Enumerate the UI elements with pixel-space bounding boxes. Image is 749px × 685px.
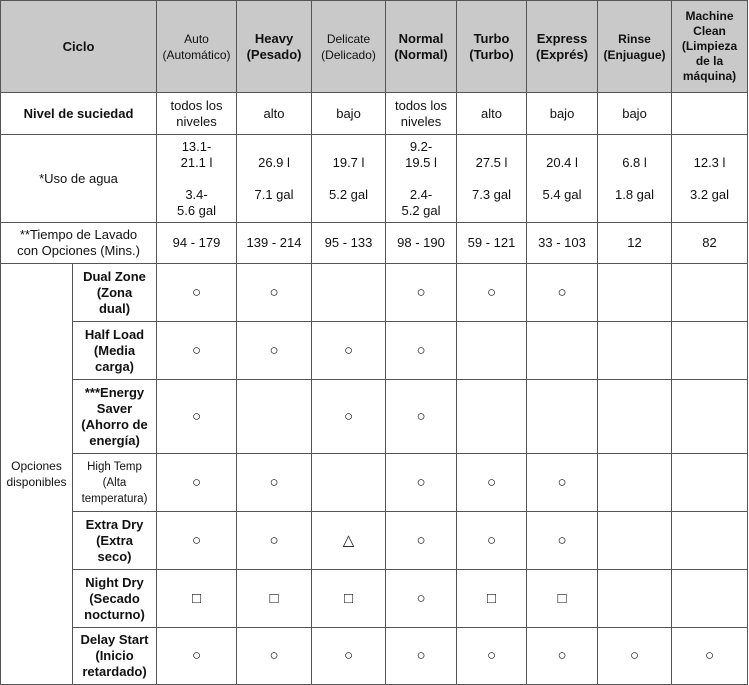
soil-row [1, 93, 748, 135]
option-mark [457, 322, 527, 380]
option-mark [527, 322, 598, 380]
option-mark [598, 454, 672, 512]
option-mark: ○ [312, 322, 386, 380]
cycle-express: Express (Exprés) [527, 1, 598, 93]
wash-time-label: **Tiempo de Lavado con Opciones (Mins.) [1, 223, 157, 264]
option-row-energy-saver [1, 380, 748, 454]
option-row-extra-dry [1, 512, 748, 570]
wash-time-value: 59 - 121 [457, 223, 527, 264]
option-mark [672, 512, 748, 570]
option-label: ***Energy Saver (Ahorro de energía) [73, 380, 157, 454]
option-mark: ○ [237, 628, 312, 685]
option-mark: □ [157, 570, 237, 628]
option-mark: ○ [386, 264, 457, 322]
option-mark: ○ [457, 264, 527, 322]
option-mark: □ [237, 570, 312, 628]
water-label: *Uso de agua [1, 135, 157, 223]
option-mark [598, 570, 672, 628]
wash-time-value: 139 - 214 [237, 223, 312, 264]
wash-time-value: 12 [598, 223, 672, 264]
wash-time-value: 95 - 133 [312, 223, 386, 264]
option-mark: ○ [312, 380, 386, 454]
option-mark: ○ [386, 512, 457, 570]
soil-value: bajo [598, 93, 672, 135]
cycle-heavy: Heavy (Pesado) [237, 1, 312, 93]
soil-value: bajo [527, 93, 598, 135]
option-mark: ○ [157, 264, 237, 322]
option-mark: ○ [527, 264, 598, 322]
option-mark: ○ [237, 322, 312, 380]
soil-value: alto [457, 93, 527, 135]
option-mark: ○ [312, 628, 386, 685]
option-mark [598, 512, 672, 570]
option-mark [672, 380, 748, 454]
option-mark: ○ [386, 570, 457, 628]
option-mark [312, 454, 386, 512]
wash-time-value: 94 - 179 [157, 223, 237, 264]
option-mark: ○ [672, 628, 748, 685]
option-mark [672, 322, 748, 380]
cycle-turbo: Turbo (Turbo) [457, 1, 527, 93]
soil-value: bajo [312, 93, 386, 135]
option-mark: ○ [457, 512, 527, 570]
wash-time-value: 98 - 190 [386, 223, 457, 264]
option-mark: ○ [527, 454, 598, 512]
cycle-delicate: Delicate (Delicado) [312, 1, 386, 93]
option-mark: △ [312, 512, 386, 570]
option-mark: ○ [527, 512, 598, 570]
options-group-label: Opciones disponibles [1, 264, 73, 685]
option-mark [312, 264, 386, 322]
option-mark: ○ [386, 454, 457, 512]
cycle-auto: Auto (Automático) [157, 1, 237, 93]
option-row-delay-start [1, 628, 748, 685]
water-value: 6.8 l 1.8 gal [598, 135, 672, 223]
option-mark: ○ [527, 628, 598, 685]
wash-time-value: 82 [672, 223, 748, 264]
option-label: High Temp (Alta temperatura) [73, 454, 157, 512]
option-label: Dual Zone (Zona dual) [73, 264, 157, 322]
option-mark [457, 380, 527, 454]
water-value: 27.5 l 7.3 gal [457, 135, 527, 223]
option-row-night-dry [1, 570, 748, 628]
option-mark: ○ [386, 628, 457, 685]
water-value: 12.3 l 3.2 gal [672, 135, 748, 223]
option-mark [598, 264, 672, 322]
option-mark: ○ [157, 628, 237, 685]
soil-value: alto [237, 93, 312, 135]
water-value: 26.9 l 7.1 gal [237, 135, 312, 223]
option-row-half-load [1, 322, 748, 380]
soil-value: todos los niveles [157, 93, 237, 135]
option-mark: ○ [598, 628, 672, 685]
cycle-machine-clean: Machine Clean (Limpieza de la máquina) [672, 1, 748, 93]
option-label: Delay Start (Inicio retardado) [73, 628, 157, 685]
option-label: Half Load (Media carga) [73, 322, 157, 380]
option-row-dual-zone [1, 264, 748, 322]
option-mark [527, 380, 598, 454]
water-value: 20.4 l 5.4 gal [527, 135, 598, 223]
option-mark: ○ [237, 454, 312, 512]
wash-time-value: 33 - 103 [527, 223, 598, 264]
water-value: 9.2- 19.5 l 2.4- 5.2 gal [386, 135, 457, 223]
option-mark: ○ [157, 380, 237, 454]
option-mark: ○ [457, 628, 527, 685]
option-mark: □ [527, 570, 598, 628]
cycle-rinse: Rinse (Enjuague) [598, 1, 672, 93]
option-mark: ○ [457, 454, 527, 512]
option-row-high-temp [1, 454, 748, 512]
option-mark [237, 380, 312, 454]
cycle-normal: Normal (Normal) [386, 1, 457, 93]
option-mark: ○ [157, 322, 237, 380]
cycle-header: Ciclo [1, 1, 157, 93]
option-mark: ○ [237, 512, 312, 570]
option-mark [672, 570, 748, 628]
option-mark [598, 380, 672, 454]
header-row [1, 1, 748, 93]
option-mark: ○ [157, 512, 237, 570]
option-mark: ○ [386, 322, 457, 380]
wash-time-row [1, 223, 748, 264]
option-label: Night Dry (Secado nocturno) [73, 570, 157, 628]
soil-value [672, 93, 748, 135]
option-mark [672, 264, 748, 322]
option-mark: □ [457, 570, 527, 628]
option-mark [672, 454, 748, 512]
option-mark: ○ [386, 380, 457, 454]
water-value: 19.7 l 5.2 gal [312, 135, 386, 223]
soil-label: Nivel de suciedad [1, 93, 157, 135]
option-mark [598, 322, 672, 380]
soil-value: todos los niveles [386, 93, 457, 135]
water-value: 13.1- 21.1 l 3.4- 5.6 gal [157, 135, 237, 223]
water-row [1, 135, 748, 223]
option-mark: ○ [237, 264, 312, 322]
option-label: Extra Dry (Extra seco) [73, 512, 157, 570]
option-mark: ○ [157, 454, 237, 512]
option-mark: □ [312, 570, 386, 628]
